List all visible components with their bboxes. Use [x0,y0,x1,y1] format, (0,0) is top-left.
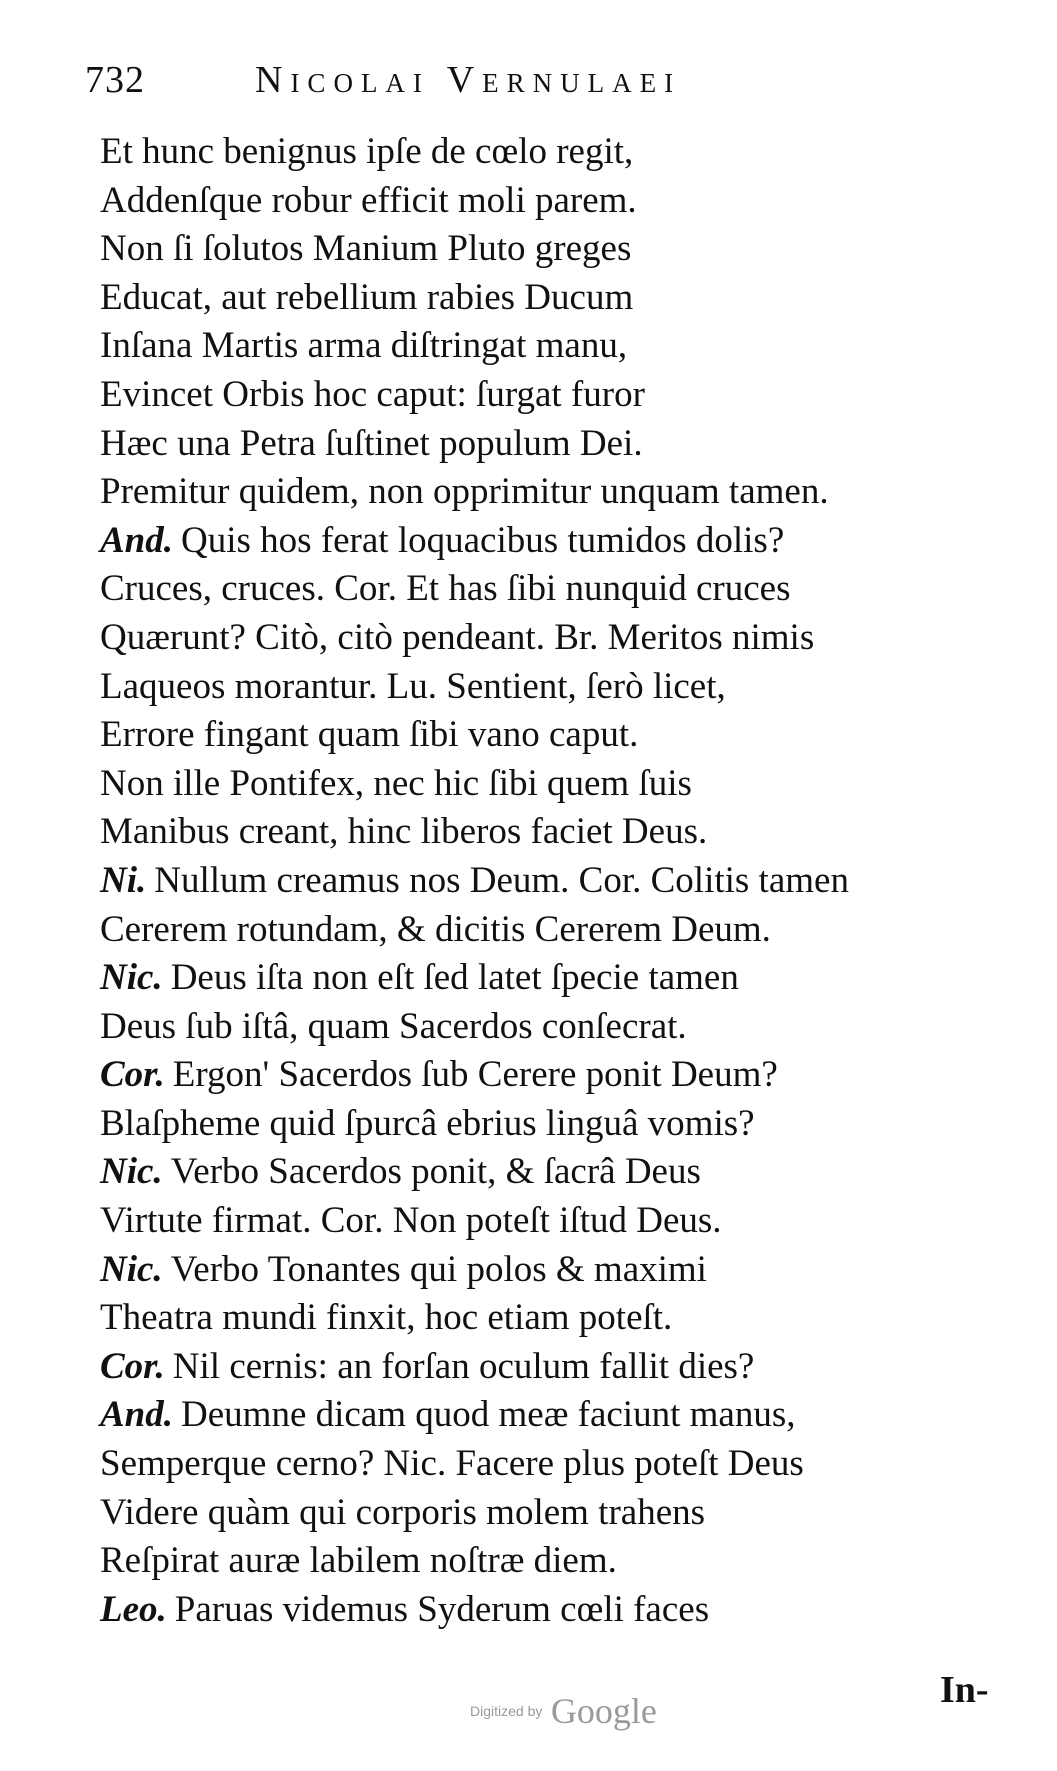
speaker-label: Nic. [100,957,163,999]
verse-line [100,1489,1000,1538]
digitized-watermark [470,1690,657,1732]
speaker-label: And. [100,519,174,561]
verse-line [100,1100,1000,1149]
line-text: Inſana Martis arma diſtringat manu, [100,325,628,367]
verse-line [100,225,1000,274]
line-text: Semperque cerno? Nic. Facere plus poteſt Deus [100,1443,804,1485]
verse-text [100,128,1000,1634]
verse-line [100,954,1000,1003]
line-text: Non ſi ſolutos Manium Pluto greges [100,228,632,270]
line-text: Laqueos morantur. Lu. Sentient, ſerò licet, [100,665,726,707]
watermark-brand: Google [550,1691,657,1731]
verse-line [100,1003,1000,1052]
verse-line [100,565,1000,614]
line-text: Verbo Tonantes qui polos & maximi [170,1248,707,1290]
line-text: Evincet Orbis hoc caput: ſurgat furor [100,373,645,415]
page-header [85,58,905,108]
verse-line [100,1343,1000,1392]
verse-line [100,371,1000,420]
speaker-label: And. [100,1394,174,1436]
line-text: Quærunt? Citò, citò pendeant. Br. Meritos nimis [100,616,815,658]
verse-line [100,857,1000,906]
verse-line [100,420,1000,469]
watermark-prefix: Digitized by [470,1703,543,1719]
line-text: Hæc una Petra ſuſtinet populum Dei. [100,422,643,464]
page-number: 732 [85,59,145,101]
line-text: Quis hos ferat loquacibus tumidos dolis? [181,519,785,561]
line-text: Errore fingant quam ſibi vano caput. [100,714,639,756]
verse-line [100,1197,1000,1246]
line-text: Et hunc benignus ipſe de cœlo regit, [100,131,634,172]
verse-line [100,177,1000,226]
verse-line [100,1294,1000,1343]
catchword: In- [940,1669,989,1711]
verse-line [100,1440,1000,1489]
line-text: Cererem rotundam, & dicitis Cererem Deum. [100,908,771,950]
line-text: Educat, aut rebellium rabies Ducum [100,276,634,318]
speaker-label: Cor. [100,1345,165,1387]
verse-line [100,711,1000,760]
line-text: Reſpirat auræ labilem noſtræ diem. [100,1540,617,1582]
line-text: Manibus creant, hinc liberos faciet Deus. [100,811,708,853]
speaker-label: Nic. [100,1151,163,1193]
verse-line [100,517,1000,566]
line-text: Videre quàm qui corporis molem trahens [100,1491,706,1533]
verse-line [100,808,1000,857]
verse-line [100,274,1000,323]
speaker-label: Cor. [100,1054,165,1096]
line-text: Blaſpheme quid ſpurcâ ebrius linguâ vomis? [100,1102,755,1144]
verse-line [100,1246,1000,1295]
verse-line [100,322,1000,371]
verse-line [100,1537,1000,1586]
line-text: Deumne dicam quod meæ faciunt manus, [181,1394,796,1436]
verse-line [100,760,1000,809]
verse-line [100,614,1000,663]
verse-line [100,1051,1000,1100]
line-text: Nil cernis: an forſan oculum fallit dies? [172,1345,755,1387]
verse-line [100,468,1000,517]
running-title: Nicolai Vernulaei [255,59,682,101]
verse-line [100,906,1000,955]
line-text: Theatra mundi finxit, hoc etiam poteſt. [100,1297,673,1339]
verse-line [100,1148,1000,1197]
line-text: Virtute firmat. Cor. Non poteſt iſtud Deus. [100,1200,722,1242]
line-text: Addenſque robur efficit moli parem. [100,179,637,221]
line-text: Paruas videmus Syderum cœli faces [174,1588,710,1630]
line-text: Cruces, cruces. Cor. Et has ſibi nunquid cruces [100,568,791,610]
line-text: Nullum creamus nos Deum. Cor. Colitis tamen [154,859,849,901]
verse-line [100,1586,1000,1635]
line-text: Ergon' Sacerdos ſub Cerere ponit Deum? [172,1054,778,1096]
line-text: Verbo Sacerdos ponit, & ſacrâ Deus [170,1151,701,1193]
speaker-label: Leo. [100,1588,167,1630]
line-text: Premitur quidem, non opprimitur unquam tamen. [100,471,829,513]
speaker-label: Ni. [100,859,147,901]
line-text: Non ille Pontifex, nec hic ſibi quem ſuis [100,762,692,804]
verse-line [100,1391,1000,1440]
line-text: Deus ſub iſtâ, quam Sacerdos conſecrat. [100,1005,687,1047]
verse-line [100,663,1000,712]
line-text: Deus iſta non eſt ſed latet ſpecie tamen [170,957,739,999]
speaker-label: Nic. [100,1248,163,1290]
verse-line [100,128,1000,177]
